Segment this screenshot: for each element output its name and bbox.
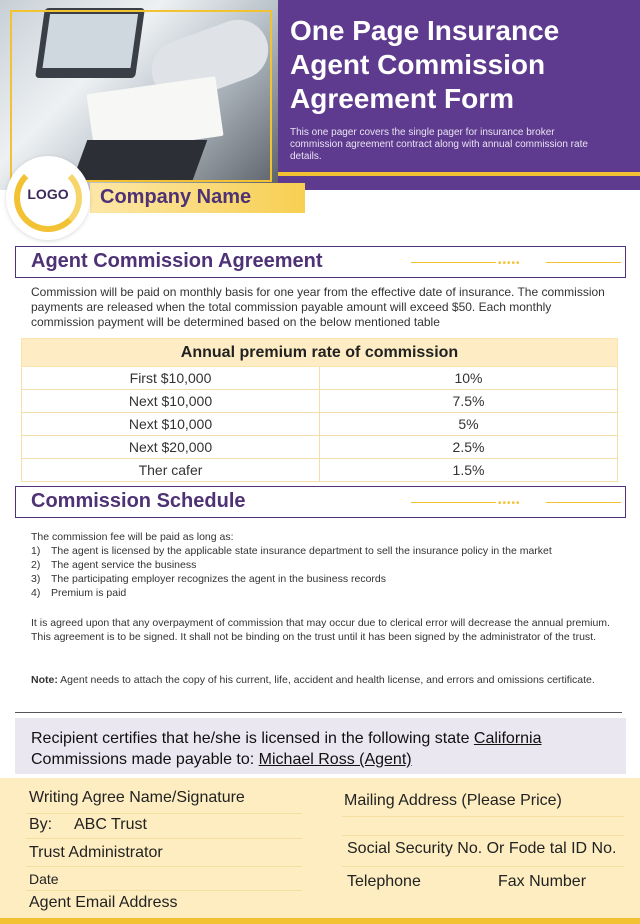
form-underline	[26, 890, 302, 891]
table-row	[22, 367, 618, 390]
cert-line-state: Recipient certifies that he/she is licensed in the following state California	[31, 730, 542, 747]
rate-cell: 2.5%	[320, 436, 618, 459]
rate-cell: 7.5%	[320, 390, 618, 413]
table-row	[22, 413, 618, 436]
by-label: By:	[29, 816, 53, 833]
page-title: One Page Insurance Agent Commission Agreement Form	[290, 15, 560, 114]
note-paragraph	[31, 673, 616, 687]
list-item: 1) The agent is licensed by the applicable state insurance department to sell the insurance policy in the market	[31, 545, 552, 557]
footer-bar	[0, 918, 640, 924]
rate-cell: 5%	[320, 413, 618, 436]
overpayment-paragraph: It is agreed upon that any overpayment of commission that may occur due to clerical error will decrease the annual premium. This agreement is to be signed. It shall not be binding on the trust until it has been signed by the administrator of the trust.	[31, 617, 610, 643]
agreement-section-header	[15, 246, 626, 278]
title-underline	[278, 172, 640, 176]
telephone-field[interactable]: Telephone	[347, 873, 421, 890]
note-text: Agent needs to attach the copy of his current, life, accident and health license, and errors and omissions certificate.	[57, 674, 595, 686]
heading-decor-line	[411, 502, 496, 503]
payee-name: Michael Ross (Agent)	[258, 751, 412, 768]
schedule-list-block	[31, 530, 616, 600]
table-header: Annual premium rate of commission	[22, 339, 618, 367]
schedule-heading: Commission Schedule	[31, 490, 246, 512]
signature-form	[0, 778, 640, 924]
list-item: 2) The agent service the business	[31, 559, 197, 571]
note-label: Note:	[31, 674, 58, 686]
form-underline	[342, 835, 624, 836]
tier-cell: Next $10,000	[22, 390, 320, 413]
form-underline	[26, 838, 302, 839]
header	[0, 0, 640, 190]
form-underline	[26, 813, 302, 814]
form-underline	[342, 866, 624, 867]
title-panel	[278, 0, 640, 190]
date-field[interactable]: Date	[29, 871, 59, 887]
list-item: 3) The participating employer recognizes the agent in the business records	[31, 573, 387, 585]
ssn-field[interactable]: Social Security No. Or Fode tal ID No.	[347, 840, 617, 857]
rate-cell: 1.5%	[320, 459, 618, 482]
table-row	[22, 390, 618, 413]
schedule-intro: The commission fee will be paid as long as:	[31, 531, 234, 543]
schedule-list	[31, 544, 616, 600]
heading-decor-line	[546, 502, 621, 503]
rate-cell: 10%	[320, 367, 618, 390]
tier-cell: First $10,000	[22, 367, 320, 390]
tier-cell: Next $10,000	[22, 413, 320, 436]
email-field[interactable]: Agent Email Address	[29, 894, 178, 911]
logo-text: LOGO	[27, 186, 69, 202]
cert-line-payee: Commissions made payable to: Michael Ross (Agent)	[31, 751, 412, 768]
heading-decor-line	[411, 262, 496, 263]
table-row	[22, 459, 618, 482]
licensed-state: California	[473, 730, 542, 747]
fax-field[interactable]: Fax Number	[498, 873, 587, 890]
schedule-section-header	[15, 486, 626, 518]
logo	[6, 156, 90, 240]
trust-admin-field[interactable]: Trust Administrator	[29, 844, 163, 861]
company-name-bar	[90, 183, 305, 213]
heading-decor-dots-icon: •••••	[498, 258, 521, 269]
signature-label: Writing Agree Name/Signature	[29, 789, 245, 806]
agreement-body: Commission will be paid on monthly basis for one year from the effective date of insurance. The commission payments are released when the total commission payable amount will exceed $50. Each monthly commission payment will be determined based on the below mentioned table	[31, 285, 605, 329]
list-item: 4) Premium is paid	[31, 587, 127, 599]
certification-box	[15, 718, 626, 774]
table-row	[22, 436, 618, 459]
tier-cell: Next $20,000	[22, 436, 320, 459]
heading-decor-dots-icon: •••••	[498, 498, 521, 509]
form-underline	[26, 866, 302, 867]
divider	[15, 712, 622, 713]
commission-rate-table	[21, 338, 618, 482]
form-underline	[342, 816, 624, 817]
company-name: Company Name	[100, 186, 252, 208]
mailing-address-field[interactable]: Mailing Address (Please Price)	[344, 792, 562, 809]
page-subtitle: This one pager covers the single pager for insurance broker commission agreement contract along with annual commission rate details.	[290, 127, 588, 162]
by-value[interactable]: ABC Trust	[74, 816, 147, 833]
heading-decor-line	[546, 262, 621, 263]
tier-cell: Ther cafer	[22, 459, 320, 482]
agreement-heading: Agent Commission Agreement	[31, 250, 323, 272]
